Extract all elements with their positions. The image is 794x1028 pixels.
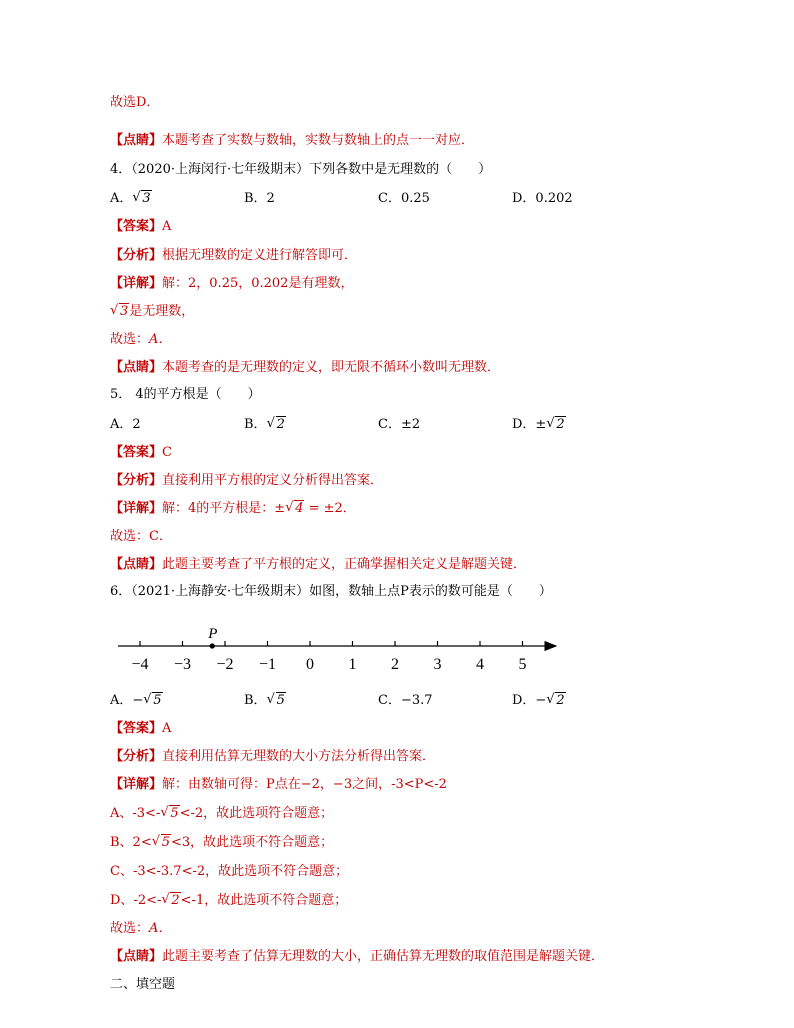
q6-note: 【点睛】此题主要考查了估算无理数的大小，正确估算无理数的取值范围是解题关键． bbox=[110, 949, 605, 964]
q5-option-a: A．2 bbox=[110, 417, 141, 432]
q6-selection: 故选：A． bbox=[110, 921, 172, 936]
point-p-label: P bbox=[208, 626, 218, 642]
q3-conclusion: 故选D． bbox=[110, 95, 160, 110]
q5-selection: 故选：C． bbox=[110, 529, 172, 544]
number-line-tick-label: 5 bbox=[518, 656, 527, 673]
q4-note: 【点睛】本题考查的是无理数的定义，即无限不循环小数叫无理数． bbox=[110, 360, 501, 375]
q4-title: 4．（2020·上海闵行·七年级期末）下列各数中是无理数的（ ） bbox=[110, 162, 492, 177]
number-line-tick-label: −1 bbox=[258, 656, 277, 673]
q6-option-c: C．−3.7 bbox=[378, 693, 433, 708]
q6-option-d-check: D、-2<-√ 2<-1，故此选项不符合题意； bbox=[110, 892, 347, 910]
q4-analysis: 【分析】根据无理数的定义进行解答即可． bbox=[110, 248, 358, 263]
number-line-tick-label: 0 bbox=[306, 656, 314, 673]
q3-note: 【点睛】本题考查了实数与数轴，实数与数轴上的点一一对应． bbox=[110, 133, 475, 148]
number-line-tick-label: −4 bbox=[131, 656, 149, 673]
q4-option-a: A．√ 3 bbox=[110, 190, 152, 208]
number-line-tick-label: 2 bbox=[391, 656, 399, 673]
number-line-tick-label: 4 bbox=[476, 656, 484, 673]
q5-detail: 【详解】解：4的平方根是：±√ 4 = ±2． bbox=[110, 500, 356, 518]
q6-option-b-check: B、2<√ 5<3，故此选项不符合题意； bbox=[110, 834, 333, 852]
q4-selection: 故选：A． bbox=[110, 332, 172, 347]
q6-option-b: B．√ 5 bbox=[244, 692, 286, 710]
q5-analysis: 【分析】直接利用平方根的定义分析得出答案． bbox=[110, 473, 384, 488]
q5-answer: 【答案】C bbox=[110, 445, 172, 460]
q6-option-a: A．−√ 5 bbox=[110, 692, 163, 710]
q5-note: 【点睛】此题主要考查了平方根的定义，正确掌握相关定义是解题关键． bbox=[110, 557, 527, 572]
q6-option-d: D．−√ 2 bbox=[512, 692, 566, 710]
q4-answer: 【答案】A bbox=[110, 219, 172, 234]
number-line-tick-label: 1 bbox=[348, 656, 357, 673]
q5-option-d: D．±√ 2 bbox=[512, 416, 566, 434]
q6-option-c-check: C、-3<-3.7<-2，故此选项不符合题意； bbox=[110, 864, 349, 879]
q6-option-a-check: A、-3<-√ 5<-2，故此选项符合题意； bbox=[110, 805, 333, 823]
q4-detail: 【详解】解：2，0.25，0.202是有理数， bbox=[110, 276, 354, 291]
q4-option-c: C．0.25 bbox=[378, 191, 430, 206]
number-line-tick-label: −2 bbox=[216, 656, 234, 673]
section-heading: 二、填空题 bbox=[110, 977, 176, 992]
q5-option-b: B．√ 2 bbox=[244, 416, 286, 434]
q5-option-c: C．±2 bbox=[378, 417, 421, 432]
q6-detail: 【详解】解：由数轴可得：P点在−2，−3之间，-3<P<-2 bbox=[110, 777, 447, 792]
q6-answer: 【答案】A bbox=[110, 721, 172, 736]
number-line-tick-label: −3 bbox=[173, 656, 192, 673]
q4-detail-2: √ 3是无理数， bbox=[110, 303, 194, 321]
q4-option-d: D．0.202 bbox=[512, 191, 573, 206]
q4-option-b: B．2 bbox=[244, 191, 275, 206]
q6-analysis: 【分析】直接利用估算无理数的大小方法分析得出答案． bbox=[110, 749, 436, 764]
point-p-marker bbox=[210, 643, 215, 648]
number-line-figure bbox=[110, 618, 570, 678]
q5-title: 5． 4的平方根是（ ） bbox=[110, 387, 261, 402]
q6-title: 6．（2021·上海静安·七年级期末）如图，数轴上点P表示的数可能是（ ） bbox=[110, 584, 552, 599]
number-line-tick-label: 3 bbox=[433, 656, 442, 673]
